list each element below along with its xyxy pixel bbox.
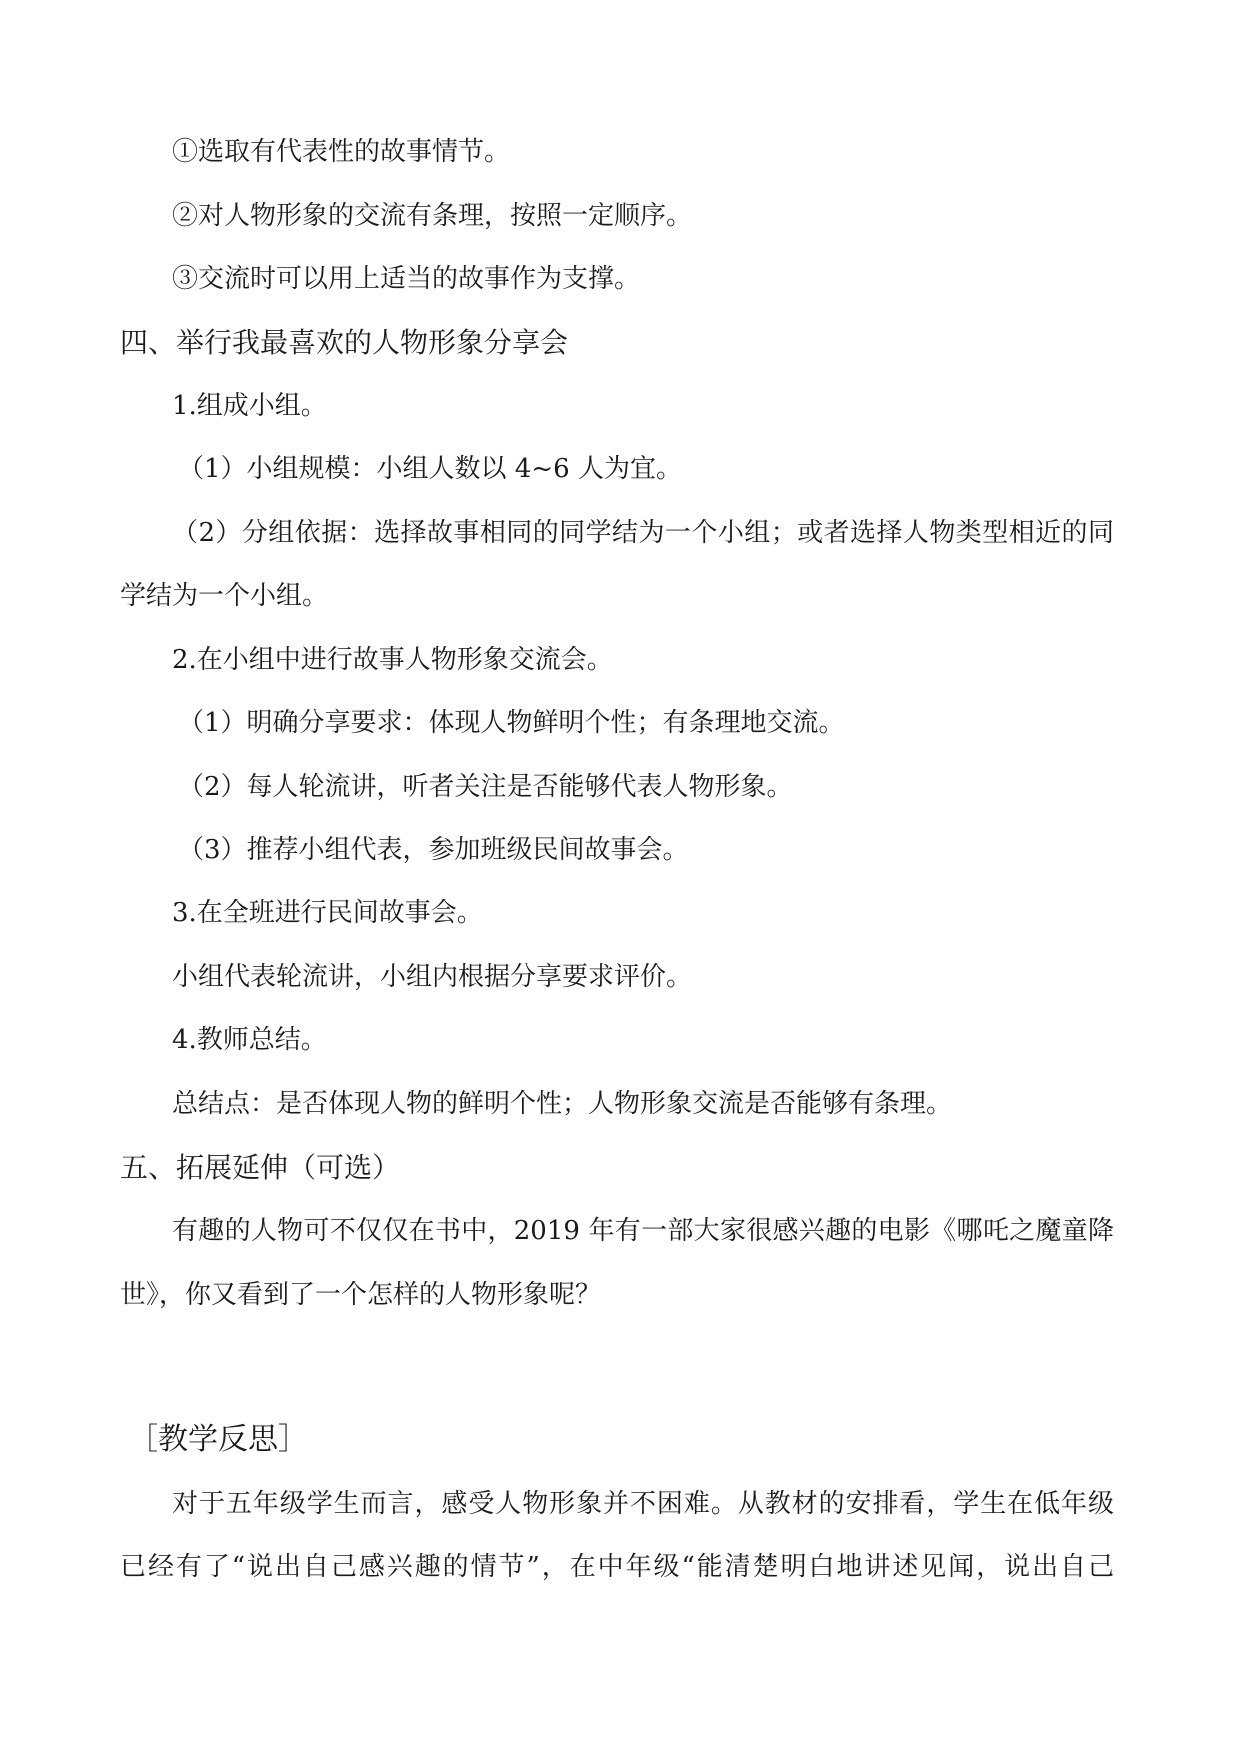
step-4: 4.教师总结。 — [172, 1025, 327, 1055]
step-3-detail: 小组代表轮流讲，小组内根据分享要求评价。 — [172, 962, 693, 992]
extension-paragraph-line-1: 有趣的人物可不仅仅在书中，2019 年有一部大家很感兴趣的电影《哪吒之魔童降 — [172, 1216, 1114, 1246]
reflection-paragraph-line-2: 已经有了“说出自己感兴趣的情节”，在中年级“能清楚明白地讲述见闻，说出自己 — [120, 1552, 1114, 1582]
step-1-item-1: （1）小组规模：小组人数以 4~6 人为宜。 — [178, 454, 682, 484]
criterion-1: ①选取有代表性的故事情节。 — [172, 137, 511, 167]
step-2-item-3: （3）推荐小组代表，参加班级民间故事会。 — [178, 835, 689, 865]
section-heading-4: 四、举行我最喜欢的人物形象分享会 — [120, 326, 569, 359]
section-heading-5: 五、拓展延伸（可选） — [120, 1151, 401, 1184]
step-3: 3.在全班进行民间故事会。 — [172, 898, 483, 928]
step-2-item-2: （2）每人轮流讲，听者关注是否能够代表人物形象。 — [178, 772, 793, 802]
step-2: 2.在小组中进行故事人物形象交流会。 — [172, 645, 613, 675]
step-2-item-1: （1）明确分享要求：体现人物鲜明个性；有条理地交流。 — [178, 708, 845, 738]
criterion-3: ③交流时可以用上适当的故事作为支撑。 — [172, 264, 641, 294]
reflection-title: ［教学反思］ — [128, 1422, 308, 1457]
reflection-paragraph-line-1: 对于五年级学生而言，感受人物形象并不困难。从教材的安排看，学生在低年级 — [172, 1489, 1114, 1519]
step-4-detail: 总结点：是否体现人物的鲜明个性；人物形象交流是否能够有条理。 — [172, 1089, 953, 1119]
extension-paragraph-line-2: 世》，你又看到了一个怎样的人物形象呢？ — [120, 1280, 602, 1310]
step-1: 1.组成小组。 — [172, 391, 327, 421]
step-1-item-2-line-2: 学结为一个小组。 — [120, 581, 329, 611]
criterion-2: ②对人物形象的交流有条理，按照一定顺序。 — [172, 201, 693, 231]
step-1-item-2-line-1: （2）分组依据：选择故事相同的同学结为一个小组；或者选择人物类型相近的同 — [172, 518, 1114, 548]
